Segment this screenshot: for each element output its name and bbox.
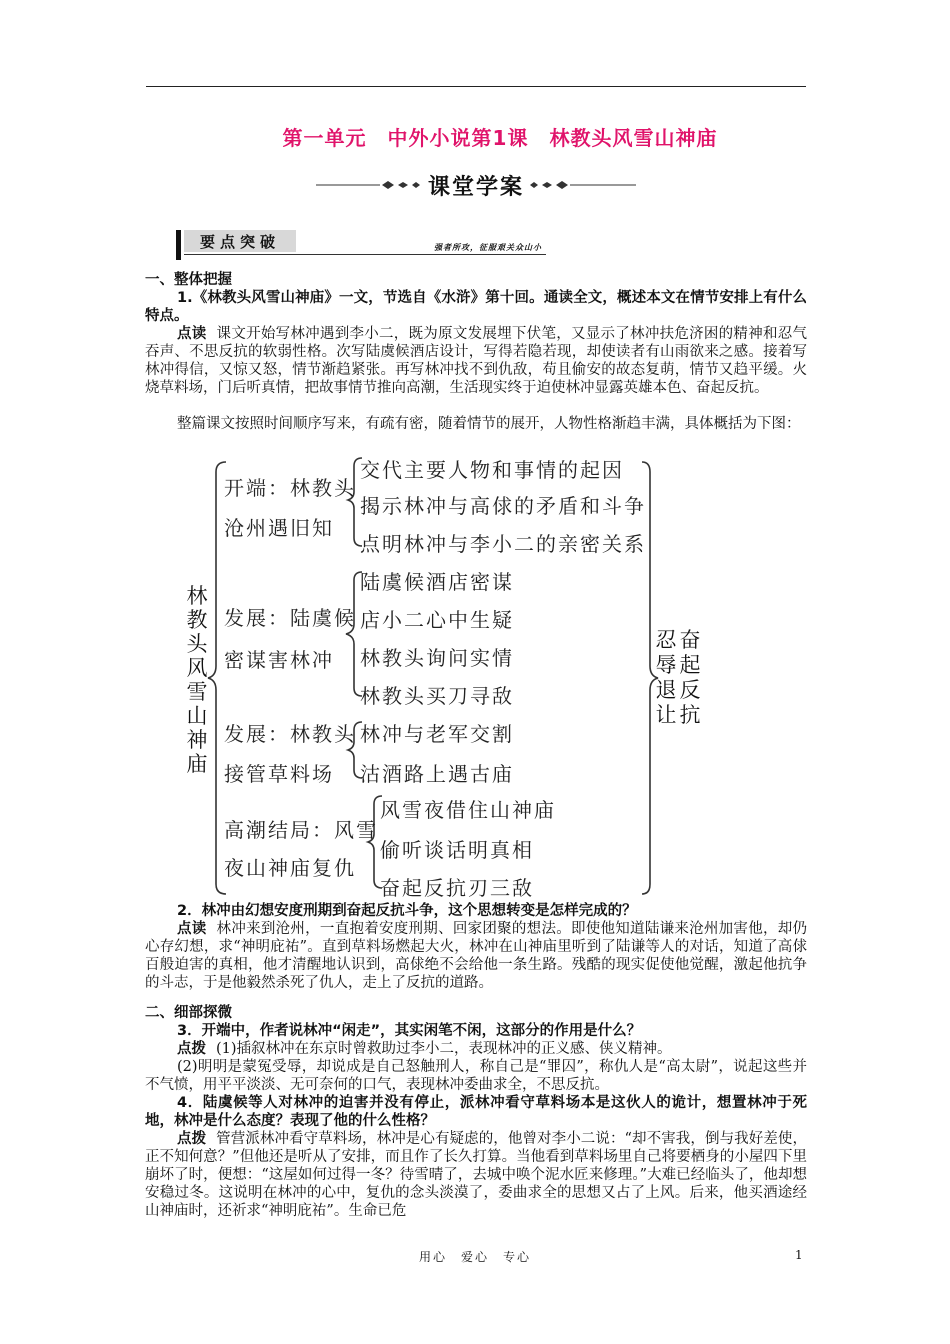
answer-label: 点拨 — [177, 1131, 207, 1147]
page-footer: 用心 爱心 专心 — [418, 1250, 531, 1264]
part2-heading: 二、细部探微 — [145, 1005, 232, 1021]
answer-label: 点读 — [177, 326, 207, 342]
answer-3-line2: (2)明明是蒙冤受辱，却说成是自己怒触刑人，称自己是“罪囚”，称仇人是“高太尉”，说起这些并不气愤，用平平淡淡、无可奈何的口气，表现林冲委曲求全，不思反抗。 — [145, 1059, 807, 1093]
section-marker — [176, 230, 181, 260]
branch-2-label-line1: 发展：陆虞候 — [224, 606, 356, 630]
branch-1-item: 点明林冲与李小二的亲密关系 — [360, 532, 646, 556]
answer-label: 点读 — [177, 921, 207, 937]
answer-4 — [145, 1130, 807, 1220]
subtitle: 课堂学案 — [427, 175, 524, 200]
branch-4-item: 奋起反抗刃三敌 — [380, 876, 534, 900]
branch-3-label-line1: 发展：林教头 — [224, 722, 356, 746]
branch-3-item: 林冲与老军交割 — [360, 722, 514, 746]
section-label: 要点突破 — [200, 233, 281, 251]
branch-2-item: 陆虞候酒店密谋 — [360, 570, 514, 594]
branch-1-label-line1: 开端：林教头 — [224, 476, 356, 500]
part1-heading: 一、整体把握 — [145, 272, 232, 288]
subtitle-banner — [316, 168, 636, 202]
branch-1-item: 揭示林冲与高俅的矛盾和斗争 — [360, 494, 646, 518]
branch-4-item: 偷听谈话明真相 — [380, 838, 534, 862]
question-3: 3．开端中，作者说林冲“闲走”，其实闲笔不闲，这部分的作用是什么？ — [177, 1023, 642, 1039]
branch-3-label-line2: 接管草料场 — [224, 762, 334, 786]
page-title: 第一单元 中外小说第1课 林教头风雪山神庙 — [282, 126, 718, 150]
answer-3-text-1: (1)插叙林冲在东京时曾救助过李小二，表现林冲的正义感、侠义精神。 — [216, 1041, 672, 1057]
branch-1-label-line2: 沧州遇旧知 — [224, 516, 334, 540]
plot-structure-diagram — [176, 452, 716, 902]
branch-4-item: 风雪夜借住山神庙 — [380, 798, 556, 822]
answer-1-text: 课文开始写林冲遇到李小二，既为原文发展埋下伏笔，又显示了林冲扶危济困的精神和忍气吞声、不思反抗的软弱性格。次写陆虞候酒店设计，写得若隐若现，却使读者有山雨欲来之感。接着写林冲得信，又惊又怒，情节渐趋紧张。再写林冲找不到仇敌，苟且偷安的故态复萌，情节又趋平缓。火烧草料场，门后听真情，把故事情节推向高潮，生活现实终于迫使林冲显露英雄本色、奋起反抗。 — [145, 326, 808, 396]
answer-4-text: 管营派林冲看守草料场，林冲是心有疑虑的，他曾对李小二说：“却不害我，倒与我好差使，正不知何意？”但他还是听从了安排，而且作了长久打算。当他看到草料场里自己将要栖身的小屋四下里崩坏了时，便想：“这屋如何过得一冬？待雪晴了，去城中唤个泥水匠来修理。”大难已经临头了，他却想安稳过冬。这说明在林冲的心中，复仇的念头淡漠了，委曲求全的思想又占了上风。后来，他买酒途经山神庙时，还祈求“神明庇祐”。生命已危 — [145, 1131, 807, 1219]
answer-2-text: 林冲来到沧州，一直抱着安度刑期、回家团聚的想法。即使他知道陆谦来沧州加害他，却仍心存幻想，求“神明庇祐”。直到草料场燃起大火，林冲在山神庙里听到了陆谦等人的对话，知道了高俅百般迫害的真相，他才清醒地认识到，高俅绝不会给他一条生路。残酷的现实促使他觉醒，激起他抗争的斗志，于是他毅然杀死了仇人，走上了反抗的道路。 — [145, 921, 808, 991]
branch-4-label-line2: 夜山神庙复仇 — [224, 856, 356, 880]
answer-1b: 整篇课文按照时间顺序写来，有疏有密，随着情节的展开，人物性格渐趋丰满，具体概括为下图： — [177, 416, 801, 432]
section-underline — [184, 254, 546, 255]
question-4: 4．陆虞候等人对林冲的迫害并没有停止，派林冲看守草料场本是这伙人的诡计，想置林冲于死地，林冲是什么态度？表现了他的什么性格？ — [145, 1095, 807, 1129]
branch-2-item: 林教头买刀寻敌 — [360, 684, 514, 708]
section-header — [176, 230, 546, 262]
answer-3-line1 — [145, 1040, 807, 1058]
question-1: 1.《林教头风雪山神庙》一文，节选自《水浒》第十回。通读全文，概述本文在情节安排上有什么特点。 — [145, 290, 807, 324]
header-rule — [146, 86, 806, 87]
branch-2-item: 林教头询问实情 — [360, 646, 514, 670]
answer-label: 点拨 — [177, 1041, 206, 1057]
branch-1-item: 交代主要人物和事情的起因 — [360, 458, 624, 482]
answer-1 — [145, 325, 807, 397]
diagram-root: 林教头风雪山神庙 — [186, 584, 208, 776]
branch-2-item: 店小二心中生疑 — [360, 608, 514, 632]
answer-2 — [145, 920, 807, 992]
branch-3-item: 沽酒路上遇古庙 — [360, 762, 514, 786]
result-right-column: 奋起反抗 — [679, 628, 701, 727]
result-left-column: 忍辱退让 — [655, 628, 677, 727]
question-2: 2．林冲由幻想安度刑期到奋起反抗斗争，这个思想转变是怎样完成的？ — [177, 903, 637, 919]
branch-4-label-line1: 高潮结局：风雪 — [224, 818, 378, 842]
branch-2-label-line2: 密谋害林冲 — [224, 648, 334, 672]
section-motto: 强者所攻，征服艰关众山小 — [434, 242, 542, 252]
page-number: 1 — [795, 1248, 803, 1262]
